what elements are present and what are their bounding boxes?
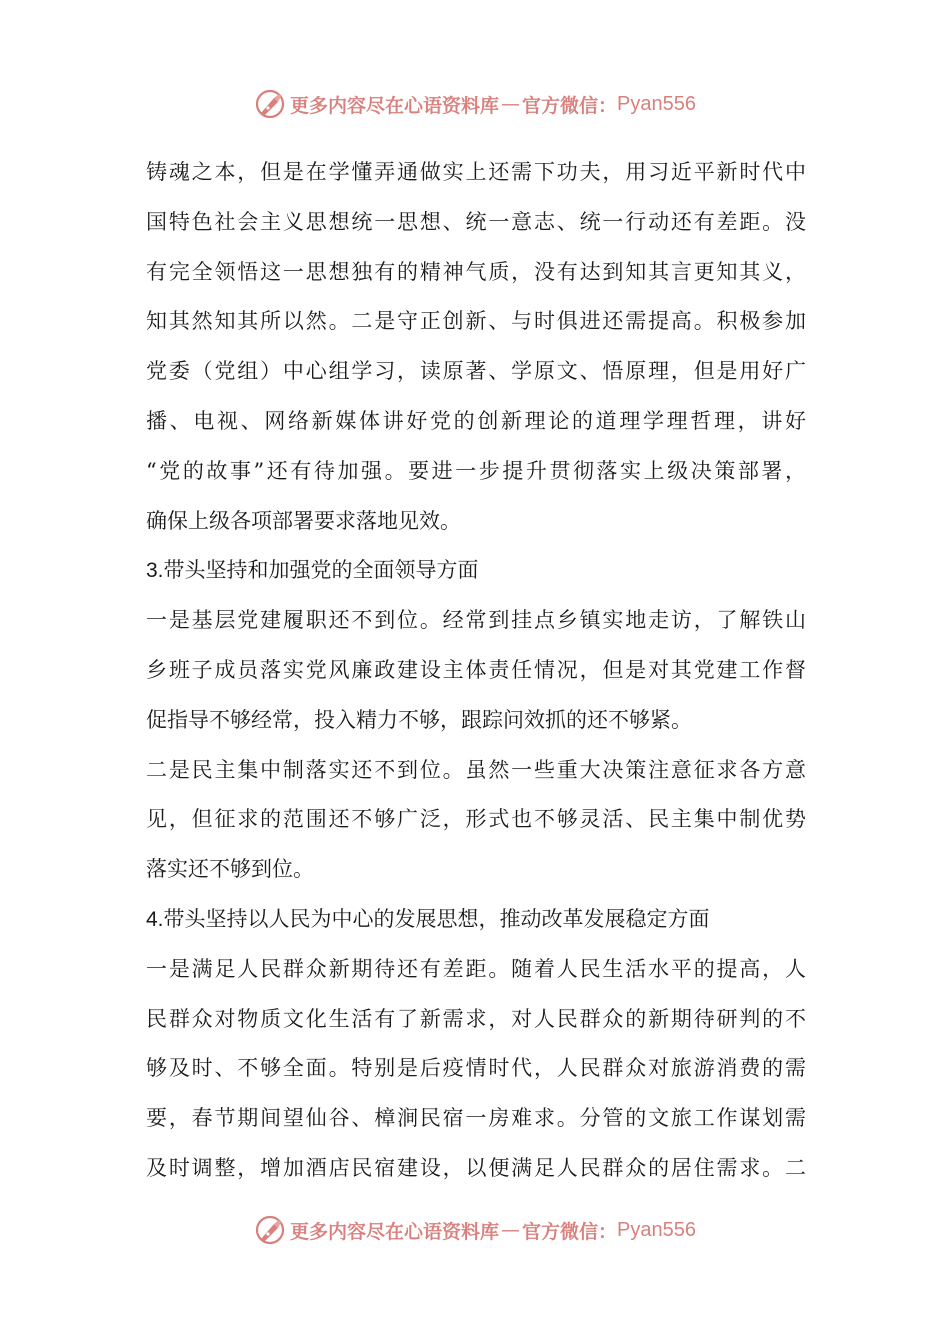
paragraph-line: 国特色社会主义思想统一思想、统一意志、统一行动还有差距。没 bbox=[146, 209, 806, 234]
pen-nib-logo-icon bbox=[254, 88, 286, 120]
watermark-main-text: 更多内容尽在心语资料库 bbox=[290, 1220, 500, 1243]
paragraph-line: 民群众对物质文化生活有了新需求，对人民群众的新期待研判的不 bbox=[146, 1006, 806, 1031]
watermark-dash: — bbox=[501, 93, 521, 115]
header-watermark bbox=[0, 84, 950, 124]
section-heading bbox=[146, 546, 806, 596]
paragraph-line: 有完全领悟这一思想独有的精神气质，没有达到知其言更知其义， bbox=[146, 259, 806, 284]
paragraph-line: 铸魂之本，但是在学懂弄通做实上还需下功夫，用习近平新时代中 bbox=[146, 160, 806, 184]
paragraph-line: 促指导不够经常，投入精力不够，跟踪问效抓的还不够紧。 bbox=[146, 707, 692, 732]
section-number: 3. bbox=[146, 559, 164, 583]
paragraph-line: 二是民主集中制落实还不到位。虽然一些重大决策注意征求各方意 bbox=[146, 757, 806, 782]
paragraph-line: “党的故事”还有待加强。要进一步提升贯彻落实上级决策部署， bbox=[146, 458, 806, 483]
watermark-wechat-id: Pyan556 bbox=[617, 1218, 696, 1241]
paragraph-line: 要，春节期间望仙谷、樟涧民宿一房难求。分管的文旅工作谋划需 bbox=[146, 1106, 806, 1131]
paragraph-line: 落实还不够到位。 bbox=[146, 857, 314, 882]
paragraph-line: 一是满足人民群众新期待还有差距。随着人民生活水平的提高，人 bbox=[146, 956, 806, 981]
paragraph-line: 乡班子成员落实党风廉政建设主体责任情况，但是对其党建工作督 bbox=[146, 657, 806, 682]
watermark-sub-text: 官方微信： bbox=[522, 1220, 618, 1243]
footer-watermark bbox=[0, 1210, 950, 1250]
pen-nib-logo-icon bbox=[254, 1214, 286, 1246]
paragraph-line: 一是基层党建履职还不到位。经常到挂点乡镇实地走访，了解铁山 bbox=[146, 608, 806, 633]
section-title: 带头坚持以人民为中心的发展思想，推动改革发展稳定方面 bbox=[163, 906, 710, 931]
watermark-wechat-id: Pyan556 bbox=[617, 92, 696, 115]
document-body bbox=[146, 148, 806, 1194]
paragraph-line: 知其然知其所以然。二是守正创新、与时俱进还需提高。积极参加 bbox=[146, 309, 806, 334]
paragraph-line: 确保上级各项部署要求落地见效。 bbox=[146, 508, 461, 533]
paragraph-line: 见，但征求的范围还不够广泛，形式也不够灵活、民主集中制优势 bbox=[146, 807, 806, 832]
watermark-sub-text: 官方微信： bbox=[522, 94, 618, 117]
watermark-dash: — bbox=[501, 1219, 521, 1241]
section-heading bbox=[146, 895, 806, 945]
paragraph-line: 及时调整，增加酒店民宿建设，以便满足人民群众的居住需求。二 bbox=[146, 1155, 806, 1180]
section-title: 带头坚持和加强党的全面领导方面 bbox=[163, 558, 479, 583]
paragraph-line: 党委（党组）中心组学习，读原著、学原文、悟原理，但是用好广 bbox=[146, 359, 806, 384]
paragraph-line: 播、电视、网络新媒体讲好党的创新理论的道理学理哲理，讲好 bbox=[146, 408, 806, 433]
section-number: 4. bbox=[146, 907, 164, 931]
watermark-main-text: 更多内容尽在心语资料库 bbox=[290, 94, 500, 117]
paragraph-line: 够及时、不够全面。特别是后疫情时代，人民群众对旅游消费的需 bbox=[146, 1056, 806, 1081]
